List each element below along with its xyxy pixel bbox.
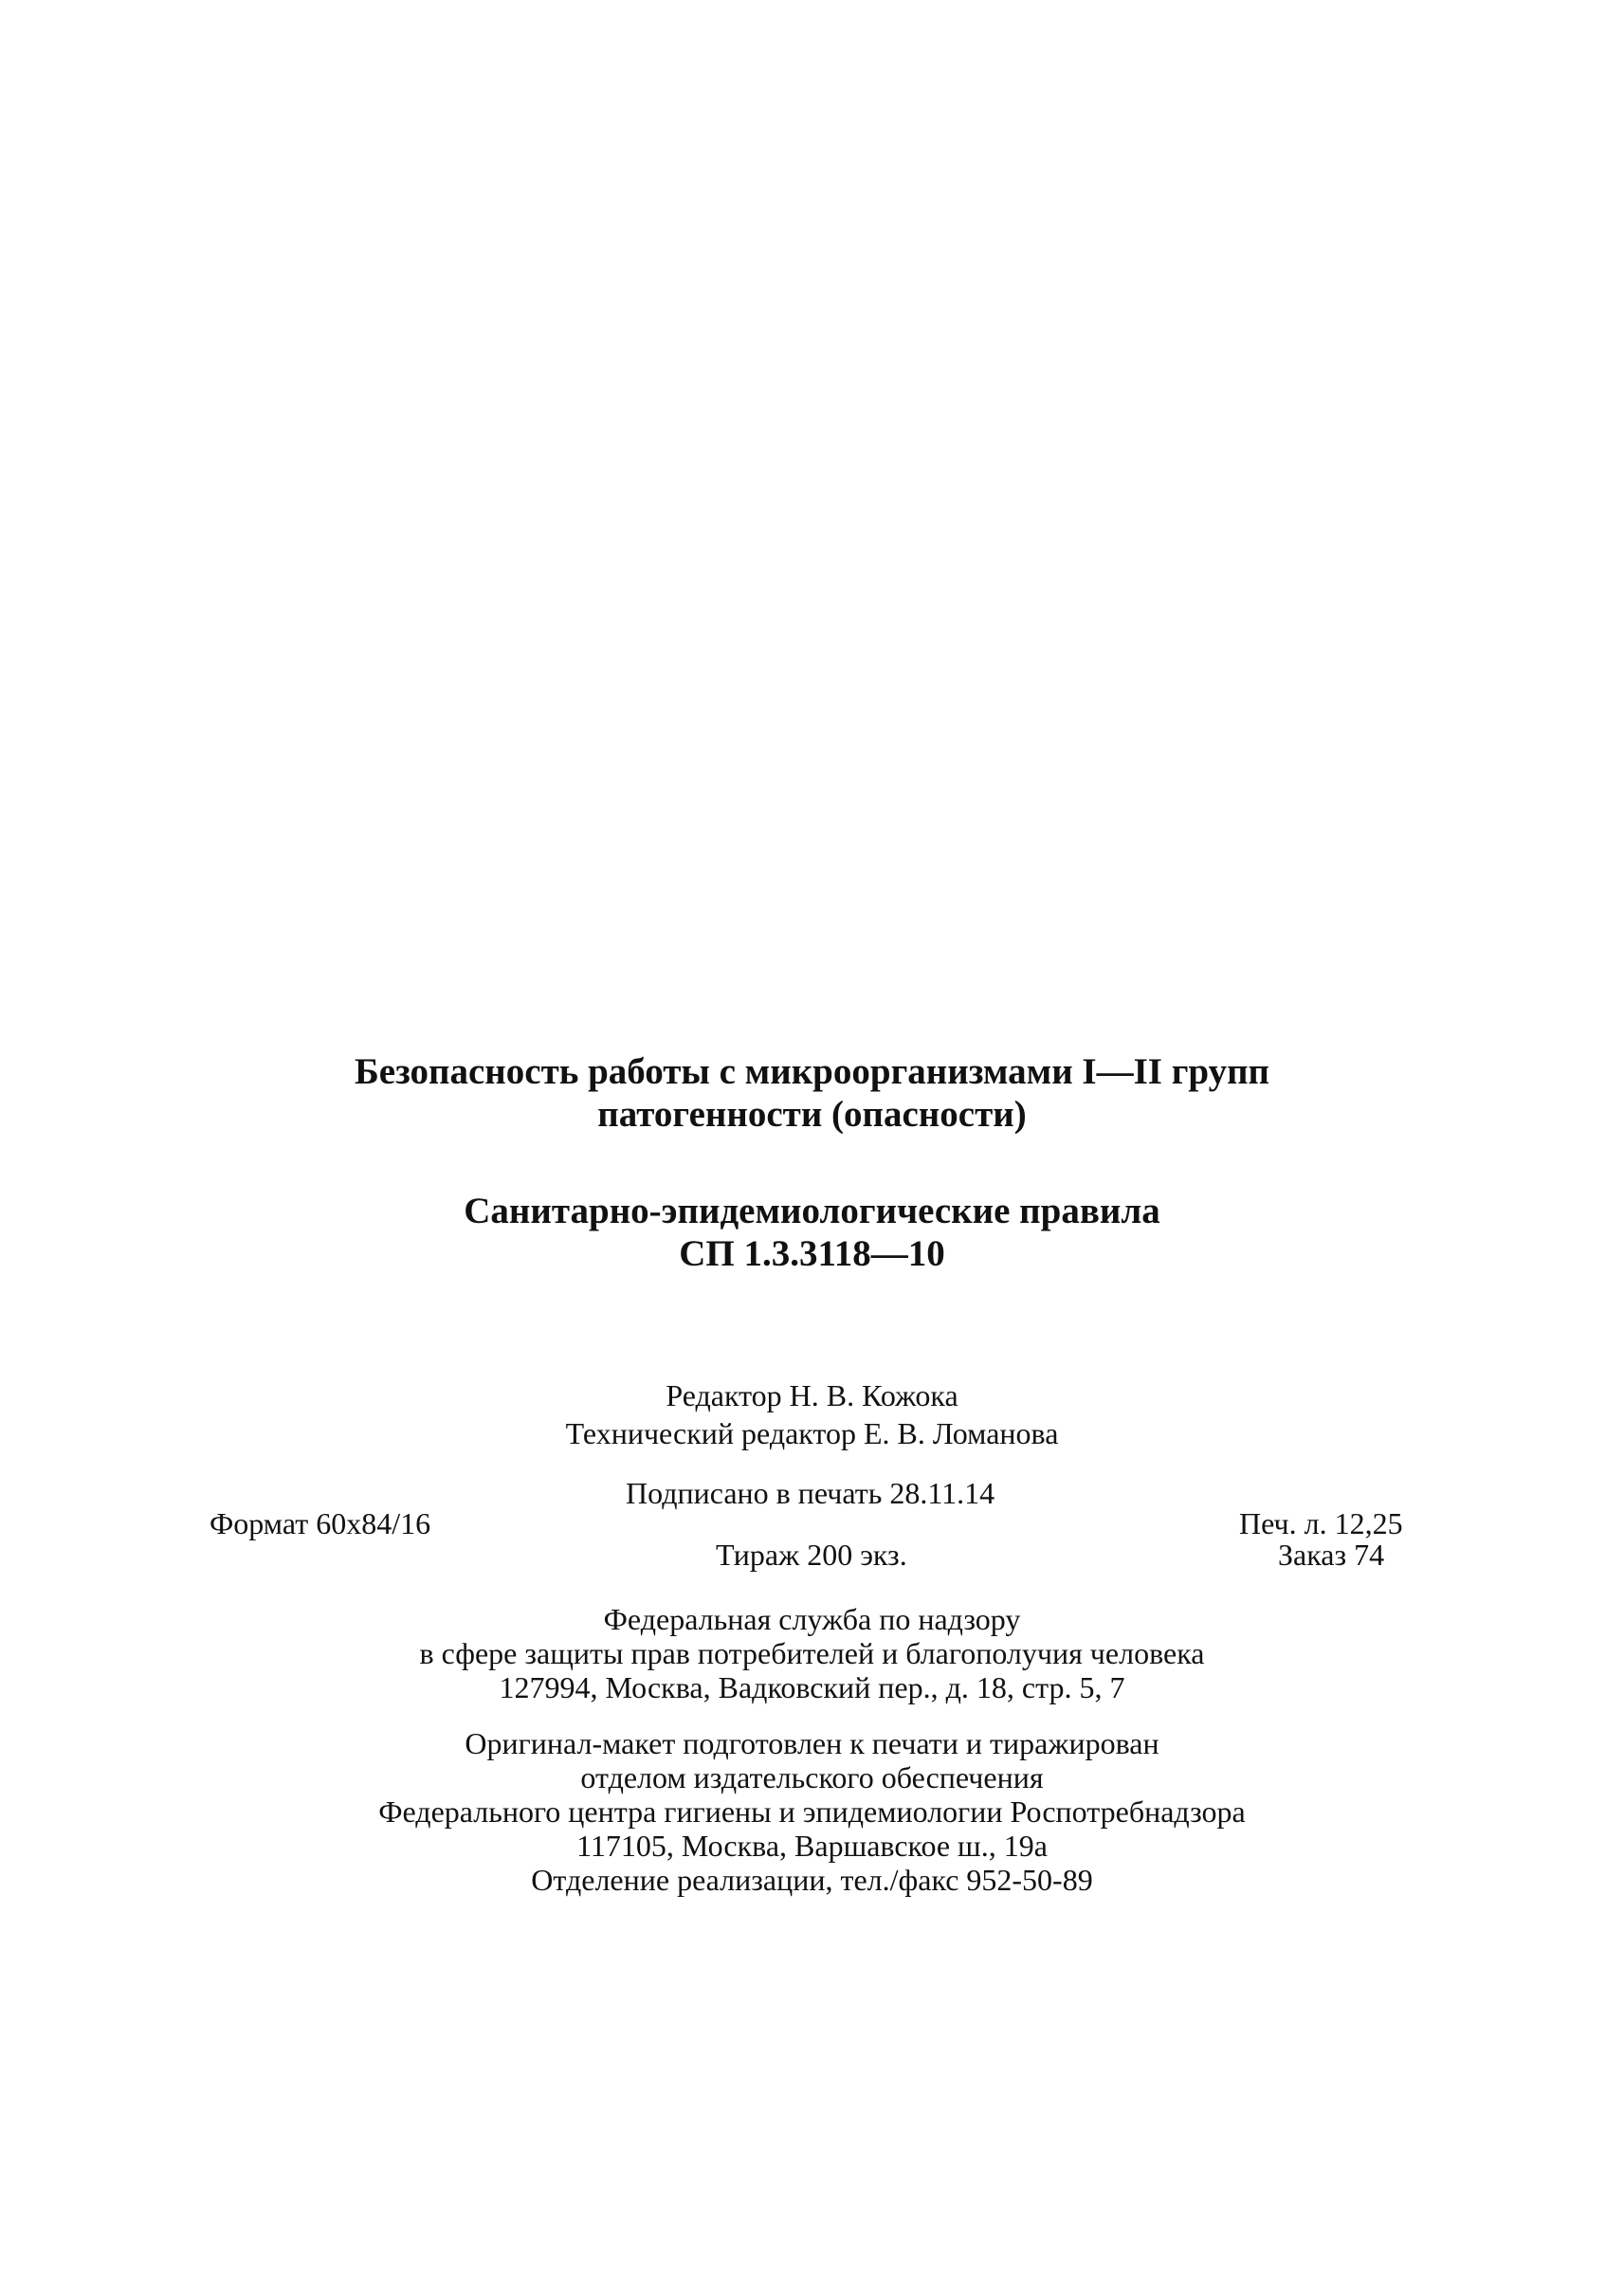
editors-block [0, 1376, 1624, 1452]
paper-format: Формат 60x84/16 [210, 1506, 431, 1540]
publisher-line: Федерального центра гигиены и эпидемиологии Роспотребнадзора [378, 1794, 1246, 1829]
document-title [0, 1050, 1624, 1136]
agency-line: в сфере защиты прав потребителей и благополучия человека [419, 1636, 1205, 1670]
rules-code: СП 1.3.3118—10 [679, 1233, 945, 1274]
title-line: Безопасность работы с микроорганизмами I—II групп [354, 1051, 1270, 1092]
editor: Редактор Н. В. Кожока [666, 1378, 958, 1412]
agency-address: 127994, Москва, Вадковский пер., д. 18, стр. 5, 7 [499, 1670, 1125, 1704]
rules-designation [0, 1190, 1624, 1275]
title-line: патогенности (опасности) [597, 1094, 1027, 1135]
print-sheets: Печ. л. 12,25 [1239, 1506, 1403, 1540]
signed-date: Подписано в печать 28.11.14 [626, 1476, 995, 1510]
agency-line: Федеральная служба по надзору [603, 1602, 1021, 1636]
technical-editor: Технический редактор Е. В. Ломанова [565, 1416, 1059, 1450]
order-number: Заказ 74 [1278, 1538, 1385, 1572]
publisher-block [0, 1726, 1624, 1897]
print-run: Тираж 200 экз. [716, 1538, 907, 1572]
sales-contact: Отделение реализации, тел./факс 952-50-89 [531, 1863, 1093, 1897]
publisher-address: 117105, Москва, Варшавское ш., 19а [576, 1829, 1048, 1863]
publisher-line: Оригинал-макет подготовлен к печати и тиражирован [465, 1726, 1159, 1760]
rules-type: Санитарно-эпидемиологические правила [464, 1191, 1160, 1231]
publisher-line: отделом издательского обеспечения [580, 1760, 1044, 1794]
agency-block [0, 1602, 1624, 1704]
